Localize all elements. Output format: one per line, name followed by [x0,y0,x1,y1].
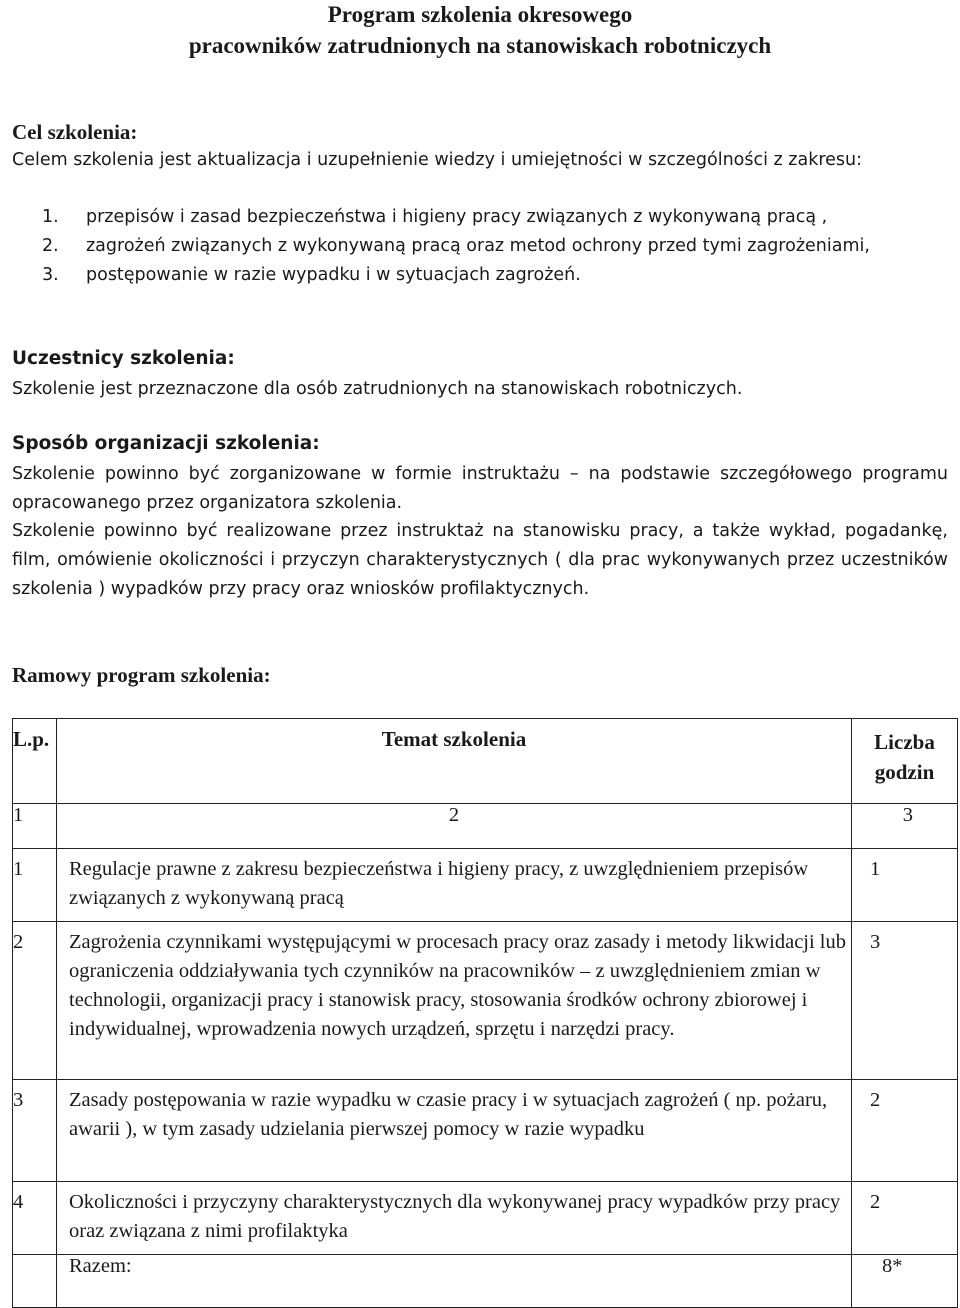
row-topic: Regulacje prawne z zakresu bezpieczeństwa i higieny pracy, z uwzględnieniem przepisów związanych z wykonywaną pracą [57,849,852,922]
column-header-hours-line2: godzin [874,760,935,784]
row-lp: 3 [13,1080,57,1182]
list-item [42,203,948,232]
row-lp: 2 [13,922,57,1080]
participants-text: Szkolenie jest przeznaczone dla osób zatrudnionych na stanowiskach robotniczych. [12,379,743,399]
total-value: 8* [852,1255,958,1308]
list-item-text: postępowanie w razie wypadku i w sytuacjach zagrożeń. [86,265,581,285]
total-label: Razem: [57,1255,852,1308]
list-item-text: zagrożeń związanych z wykonywaną pracą oraz metod ochrony przed tymi zagrożeniami, [86,236,870,256]
row-topic: Zagrożenia czynnikami występującymi w procesach pracy oraz zasady i metody likwidacji lub ograniczenia oddziaływania tych czynników na pracowników – z uwzględnieniem zmian w technologii, organizacji pracy i stanowisk pracy, stosowania środków ochrony zbiorowej i indywidualnej, wprowadzenia nowych urządzeń, sprzętu i narzędzi pracy. [57,922,852,1080]
document-subtitle: pracowników zatrudnionych na stanowiskach robotniczych [188,33,772,58]
column-header-topic: Temat szkolenia [57,719,852,804]
organization-para-1: Szkolenie powinno być zorganizowane w formie instruktażu – na podstawie szczegółowego programu opracowanego przez organizatora szkolenia. [12,464,948,513]
row-lp: 4 [13,1182,57,1255]
row-hours: 2 [852,1182,958,1255]
column-header-hours [852,719,958,804]
column-header-hours-line1: Liczba [874,730,935,754]
row-lp: 1 [13,849,57,922]
row-hours: 3 [852,922,958,1080]
list-item [42,232,948,261]
program-heading: Ramowy program szkolenia: [12,663,271,687]
goal-heading: Cel szkolenia: [12,120,138,144]
table-row [13,849,958,922]
column-number: 1 [13,804,57,849]
goal-list [42,203,948,290]
row-hours: 2 [852,1080,958,1182]
table-total-row [13,1255,958,1308]
column-number: 3 [852,804,958,849]
organization-heading: Sposób organizacji szkolenia: [12,433,320,454]
list-item-number: 2. [42,236,59,256]
list-item-text: przepisów i zasad bezpieczeństwa i higieny pracy związanych z wykonywaną pracą , [86,207,828,227]
column-numbering-row [13,804,958,849]
list-item-number: 1. [42,207,59,227]
document-title: Program szkolenia okresowego [327,2,633,27]
participants-heading: Uczestnicy szkolenia: [12,348,235,369]
table-row [13,1080,958,1182]
goal-intro: Celem szkolenia jest aktualizacja i uzupełnienie wiedzy i umiejętności w szczególności z zakresu: [12,150,863,170]
row-topic: Zasady postępowania w razie wypadku w czasie pracy i w sytuacjach zagrożeń ( np. pożaru, awarii ), w tym zasady udzielania pierwszej pomocy w razie wypadku [57,1080,852,1182]
column-header-lp: L.p. [13,719,57,804]
program-table [12,718,958,1308]
total-empty-cell [13,1255,57,1308]
table-row [13,1182,958,1255]
table-row [13,922,958,1080]
organization-para-2: Szkolenie powinno być realizowane przez instruktaż na stanowisku pracy, a także wykład, pogadankę, film, omówienie okoliczności i przyczyn charakterystycznych ( dla prac wykonywanych przez uczestników szkolenia ) wypadków przy pracy oraz wniosków profilaktycznych. [12,521,948,599]
row-hours: 1 [852,849,958,922]
column-number: 2 [57,804,852,849]
row-topic: Okoliczności i przyczyny charakterystycznych dla wykonywanej pracy wypadków przy pracy oraz związana z nimi profilaktyka [57,1182,852,1255]
list-item [42,261,948,290]
table-header-row [13,719,958,804]
list-item-number: 3. [42,265,59,285]
